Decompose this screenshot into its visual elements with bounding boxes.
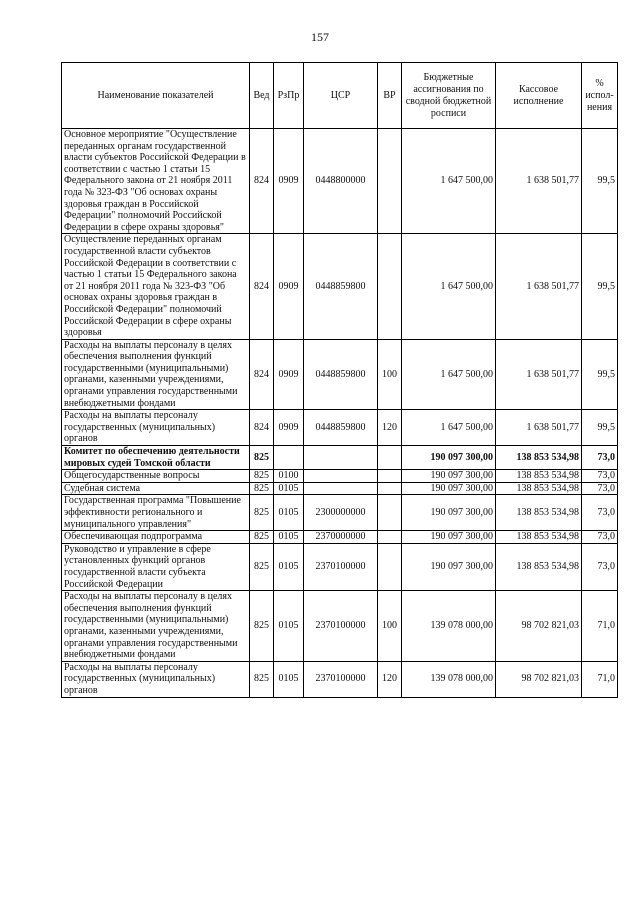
cell-name: Руководство и управление в сфере установленных функций органов государственной власти субъекта Российской Федерации xyxy=(62,543,250,590)
cell-vr xyxy=(378,531,402,544)
cell-csr: 0448800000 xyxy=(304,129,378,234)
cell-ved: 825 xyxy=(250,591,274,662)
cell-vr: 120 xyxy=(378,410,402,446)
cell-rzpr: 0909 xyxy=(274,339,304,410)
cell-cash: 138 853 534,98 xyxy=(496,543,582,590)
cell-cash: 1 638 501,77 xyxy=(496,129,582,234)
col-header-cash: Кассовое исполнение xyxy=(496,63,582,129)
cell-csr: 2370100000 xyxy=(304,661,378,697)
cell-csr: 2370100000 xyxy=(304,543,378,590)
cell-rzpr: 0909 xyxy=(274,234,304,339)
cell-percent: 71,0 xyxy=(582,661,618,697)
cell-budget: 190 097 300,00 xyxy=(402,531,496,544)
cell-cash: 138 853 534,98 xyxy=(496,446,582,470)
col-header-name: Наименование показателей xyxy=(62,63,250,129)
cell-ved: 824 xyxy=(250,339,274,410)
cell-budget: 139 078 000,00 xyxy=(402,661,496,697)
cell-rzpr: 0909 xyxy=(274,410,304,446)
cell-csr: 2370000000 xyxy=(304,531,378,544)
cell-budget: 190 097 300,00 xyxy=(402,446,496,470)
cell-name: Расходы на выплаты персоналу в целях обеспечения выполнения функций государственными (муниципальными) органами, казенными учреждениями, органами управления государственными внебюджетными фондами xyxy=(62,591,250,662)
cell-vr: 100 xyxy=(378,591,402,662)
cell-vr xyxy=(378,482,402,495)
cell-percent: 73,0 xyxy=(582,495,618,531)
table-row xyxy=(62,591,618,662)
cell-rzpr xyxy=(274,446,304,470)
table-row xyxy=(62,531,618,544)
cell-name: Расходы на выплаты персоналу государственных (муниципальных) органов xyxy=(62,410,250,446)
table-row xyxy=(62,410,618,446)
cell-percent: 99,5 xyxy=(582,234,618,339)
cell-name: Основное мероприятие "Осуществление переданных органам государственной власти субъектов Российской Федерации в соответствии с частью 1 статьи 15 Федерального закона от 21 ноября 2011 года № 323-ФЗ "Об основах охраны здоровья граждан в Российской Федерации" полномочий Российской Федерации в сфере охраны здоровья" xyxy=(62,129,250,234)
cell-ved: 825 xyxy=(250,495,274,531)
cell-cash: 138 853 534,98 xyxy=(496,495,582,531)
cell-percent: 71,0 xyxy=(582,591,618,662)
cell-ved: 824 xyxy=(250,234,274,339)
cell-rzpr: 0105 xyxy=(274,591,304,662)
cell-name: Расходы на выплаты персоналу в целях обеспечения выполнения функций государственными (муниципальными) органами, казенными учреждениями, органами управления государственными внебюджетными фондами xyxy=(62,339,250,410)
cell-percent: 73,0 xyxy=(582,446,618,470)
cell-name: Обеспечивающая подпрограмма xyxy=(62,531,250,544)
cell-budget: 1 647 500,00 xyxy=(402,339,496,410)
cell-percent: 99,5 xyxy=(582,129,618,234)
cell-percent: 99,5 xyxy=(582,410,618,446)
cell-vr xyxy=(378,470,402,483)
cell-name: Судебная система xyxy=(62,482,250,495)
budget-table xyxy=(61,62,618,698)
cell-percent: 73,0 xyxy=(582,470,618,483)
cell-name: Государственная программа "Повышение эффективности регионального и муниципального управления" xyxy=(62,495,250,531)
cell-ved: 825 xyxy=(250,446,274,470)
table-row xyxy=(62,661,618,697)
cell-rzpr: 0100 xyxy=(274,470,304,483)
table-row xyxy=(62,482,618,495)
cell-rzpr: 0105 xyxy=(274,543,304,590)
table-row xyxy=(62,495,618,531)
cell-csr: 0448859800 xyxy=(304,410,378,446)
cell-rzpr: 0909 xyxy=(274,129,304,234)
cell-vr xyxy=(378,129,402,234)
cell-csr xyxy=(304,446,378,470)
cell-ved: 825 xyxy=(250,543,274,590)
table-row xyxy=(62,543,618,590)
cell-budget: 139 078 000,00 xyxy=(402,591,496,662)
cell-csr: 2300000000 xyxy=(304,495,378,531)
cell-name: Комитет по обеспечению деятельности мировых судей Томской области xyxy=(62,446,250,470)
cell-csr xyxy=(304,482,378,495)
cell-cash: 98 702 821,03 xyxy=(496,661,582,697)
table-row xyxy=(62,339,618,410)
col-header-ved: Вед xyxy=(250,63,274,129)
cell-csr: 0448859800 xyxy=(304,234,378,339)
cell-budget: 1 647 500,00 xyxy=(402,410,496,446)
cell-name: Общегосударственные вопросы xyxy=(62,470,250,483)
cell-budget: 190 097 300,00 xyxy=(402,470,496,483)
cell-ved: 824 xyxy=(250,129,274,234)
col-header-vr: ВР xyxy=(378,63,402,129)
table-row xyxy=(62,234,618,339)
cell-budget: 190 097 300,00 xyxy=(402,543,496,590)
cell-csr: 2370100000 xyxy=(304,591,378,662)
cell-name: Осуществление переданных органам государственной власти субъектов Российской Федерации в соответствии с частью 1 статьи 15 Федерального закона от 21 ноября 2011 года № 323-ФЗ "Об основах охраны здоровья граждан в Российской Федерации" полномочий Российской Федерации в сфере охраны здоровья xyxy=(62,234,250,339)
cell-ved: 824 xyxy=(250,410,274,446)
cell-budget: 1 647 500,00 xyxy=(402,234,496,339)
cell-cash: 138 853 534,98 xyxy=(496,482,582,495)
cell-ved: 825 xyxy=(250,531,274,544)
cell-cash: 138 853 534,98 xyxy=(496,531,582,544)
cell-percent: 73,0 xyxy=(582,543,618,590)
cell-budget: 1 647 500,00 xyxy=(402,129,496,234)
cell-cash: 1 638 501,77 xyxy=(496,234,582,339)
col-header-csr: ЦСР xyxy=(304,63,378,129)
page-number: 157 xyxy=(311,30,329,44)
cell-vr xyxy=(378,446,402,470)
cell-cash: 98 702 821,03 xyxy=(496,591,582,662)
cell-ved: 825 xyxy=(250,482,274,495)
cell-percent: 73,0 xyxy=(582,482,618,495)
table-row xyxy=(62,129,618,234)
table-row xyxy=(62,470,618,483)
cell-ved: 825 xyxy=(250,661,274,697)
table-row xyxy=(62,446,618,470)
cell-vr xyxy=(378,543,402,590)
col-header-percent: % испол-нения xyxy=(582,63,618,129)
cell-csr: 0448859800 xyxy=(304,339,378,410)
cell-vr: 120 xyxy=(378,661,402,697)
cell-cash: 1 638 501,77 xyxy=(496,410,582,446)
cell-vr xyxy=(378,234,402,339)
cell-cash: 138 853 534,98 xyxy=(496,470,582,483)
cell-budget: 190 097 300,00 xyxy=(402,495,496,531)
cell-rzpr: 0105 xyxy=(274,495,304,531)
cell-rzpr: 0105 xyxy=(274,482,304,495)
cell-csr xyxy=(304,470,378,483)
cell-percent: 99,5 xyxy=(582,339,618,410)
col-header-budget: Бюджетные ассигнования по сводной бюджетной росписи xyxy=(402,63,496,129)
cell-rzpr: 0105 xyxy=(274,531,304,544)
cell-percent: 73,0 xyxy=(582,531,618,544)
cell-cash: 1 638 501,77 xyxy=(496,339,582,410)
cell-rzpr: 0105 xyxy=(274,661,304,697)
cell-vr: 100 xyxy=(378,339,402,410)
cell-budget: 190 097 300,00 xyxy=(402,482,496,495)
cell-vr xyxy=(378,495,402,531)
cell-ved: 825 xyxy=(250,470,274,483)
cell-name: Расходы на выплаты персоналу государственных (муниципальных) органов xyxy=(62,661,250,697)
table-header-row xyxy=(62,63,618,129)
col-header-rzpr: РзПр xyxy=(274,63,304,129)
